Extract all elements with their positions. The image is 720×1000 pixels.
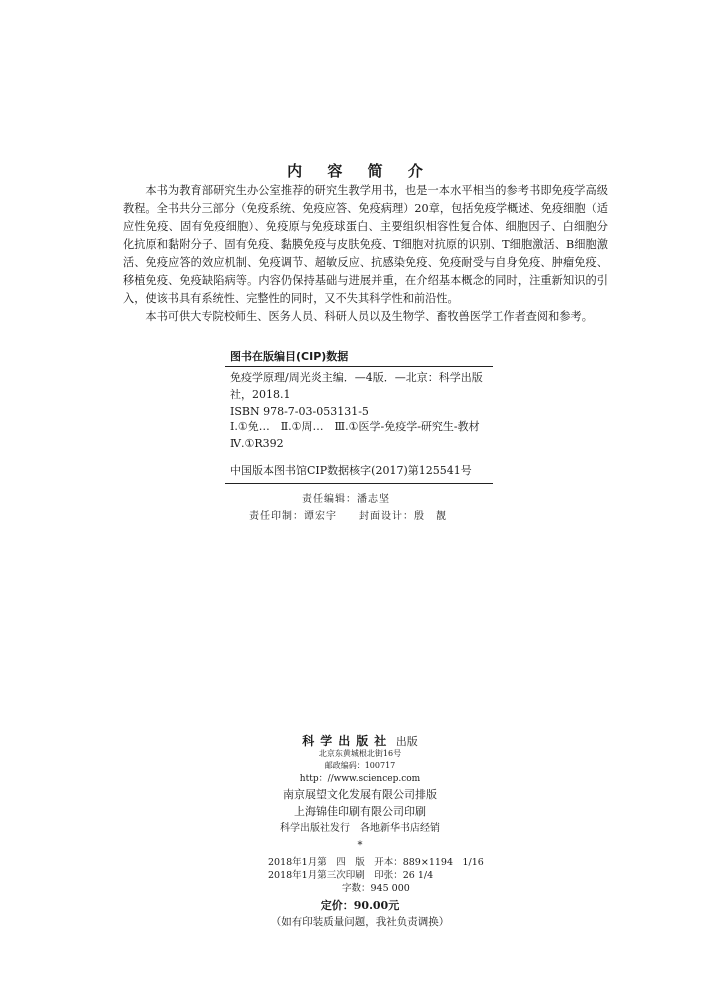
responsible-editor: 责任编辑：潘志坚 (302, 494, 390, 505)
edition-line: 2018年1月第 四 版 开本：889×1194 1/16 (268, 857, 484, 868)
cip-number: 中国版本图书馆CIP数据核字(2017)第125541号 (230, 464, 472, 477)
production-credits: 责任印制：谭宏宇 封面设计：殷 靓 (249, 511, 447, 522)
cip-isbn-text: ISBN 978-7-03-053131-5 (230, 405, 369, 418)
separator-star: * (357, 840, 363, 851)
cip-top-rule (225, 366, 493, 367)
publisher-line (0, 732, 720, 749)
print-specs (268, 856, 484, 895)
publisher-website: http：//www.sciencep.com (299, 774, 421, 784)
cip-main-entry-text: 免疫学原理/周光炎主编．—4版．—北京：科学出版社，2018.1 (230, 371, 483, 401)
cip-classification (230, 418, 490, 452)
intro-text (123, 182, 608, 326)
typesetter-line: 南京展望文化发展有限公司排版 (283, 788, 437, 801)
intro-paragraph: 本书为教育部研究生办公室推荐的研究生教学用书，也是一本水平相当的参考书即免疫学高级教程。全书共分三部分（免疫系统、免疫应答、免疫病理）20章，包括免疫学概述、免疫细胞（适应性免疫、固有免疫细胞）、免疫原与免疫球蛋白、主要组织相容性复合体、细胞因子、白细胞分化抗原和黏附分子、固有免疫、黏膜免疫与皮肤免疫、T细胞对抗原的识别、T细胞激活、B细胞激活、免疫应答的效应机制、免疫调节、超敏反应、抗感染免疫、免疫耐受与自身免疫、肿瘤免疫、移植免疫、免疫缺陷病等。内容仍保持基础与进展并重，在介绍基本概念的同时，注重新知识的引入，使该书具有系统性、完整性的同时，又不失其科学性和前沿性。 (123, 184, 608, 305)
publisher-logo: 科学出版社 (302, 734, 393, 748)
cip-main-entry (230, 369, 490, 403)
intro-paragraph: 本书可供大专院校师生、医务人员、科研人员以及生物学、畜牧兽医学工作者查阅和参考。 (145, 310, 593, 323)
printer-line: 上海锦佳印刷有限公司印刷 (294, 805, 426, 818)
cip-classification-text: Ⅰ.①免… Ⅱ.①周… Ⅲ.①医学-免疫学-研究生-教材 Ⅳ.①R392 (230, 420, 491, 450)
publisher-suffix: 出版 (395, 735, 418, 748)
price-line: 定价：90.00元 (320, 899, 400, 912)
cip-bottom-rule (225, 483, 493, 484)
distribution-line: 科学出版社发行 各地新华书店经销 (280, 823, 440, 834)
intro-heading: 内 容 简 介 (287, 162, 433, 180)
publisher-postcode: 邮政编码：100717 (324, 761, 396, 770)
cip-title: 图书在版编目(CIP)数据 (230, 350, 349, 363)
publisher-address: 北京东黄城根北街16号 (318, 749, 402, 758)
printing-line: 2018年1月第三次印刷 印张：26 1/4 (268, 870, 434, 881)
quality-notice: （如有印装质量问题，我社负责调换） (270, 916, 450, 928)
word-count: 字数：945 000 (342, 883, 410, 894)
